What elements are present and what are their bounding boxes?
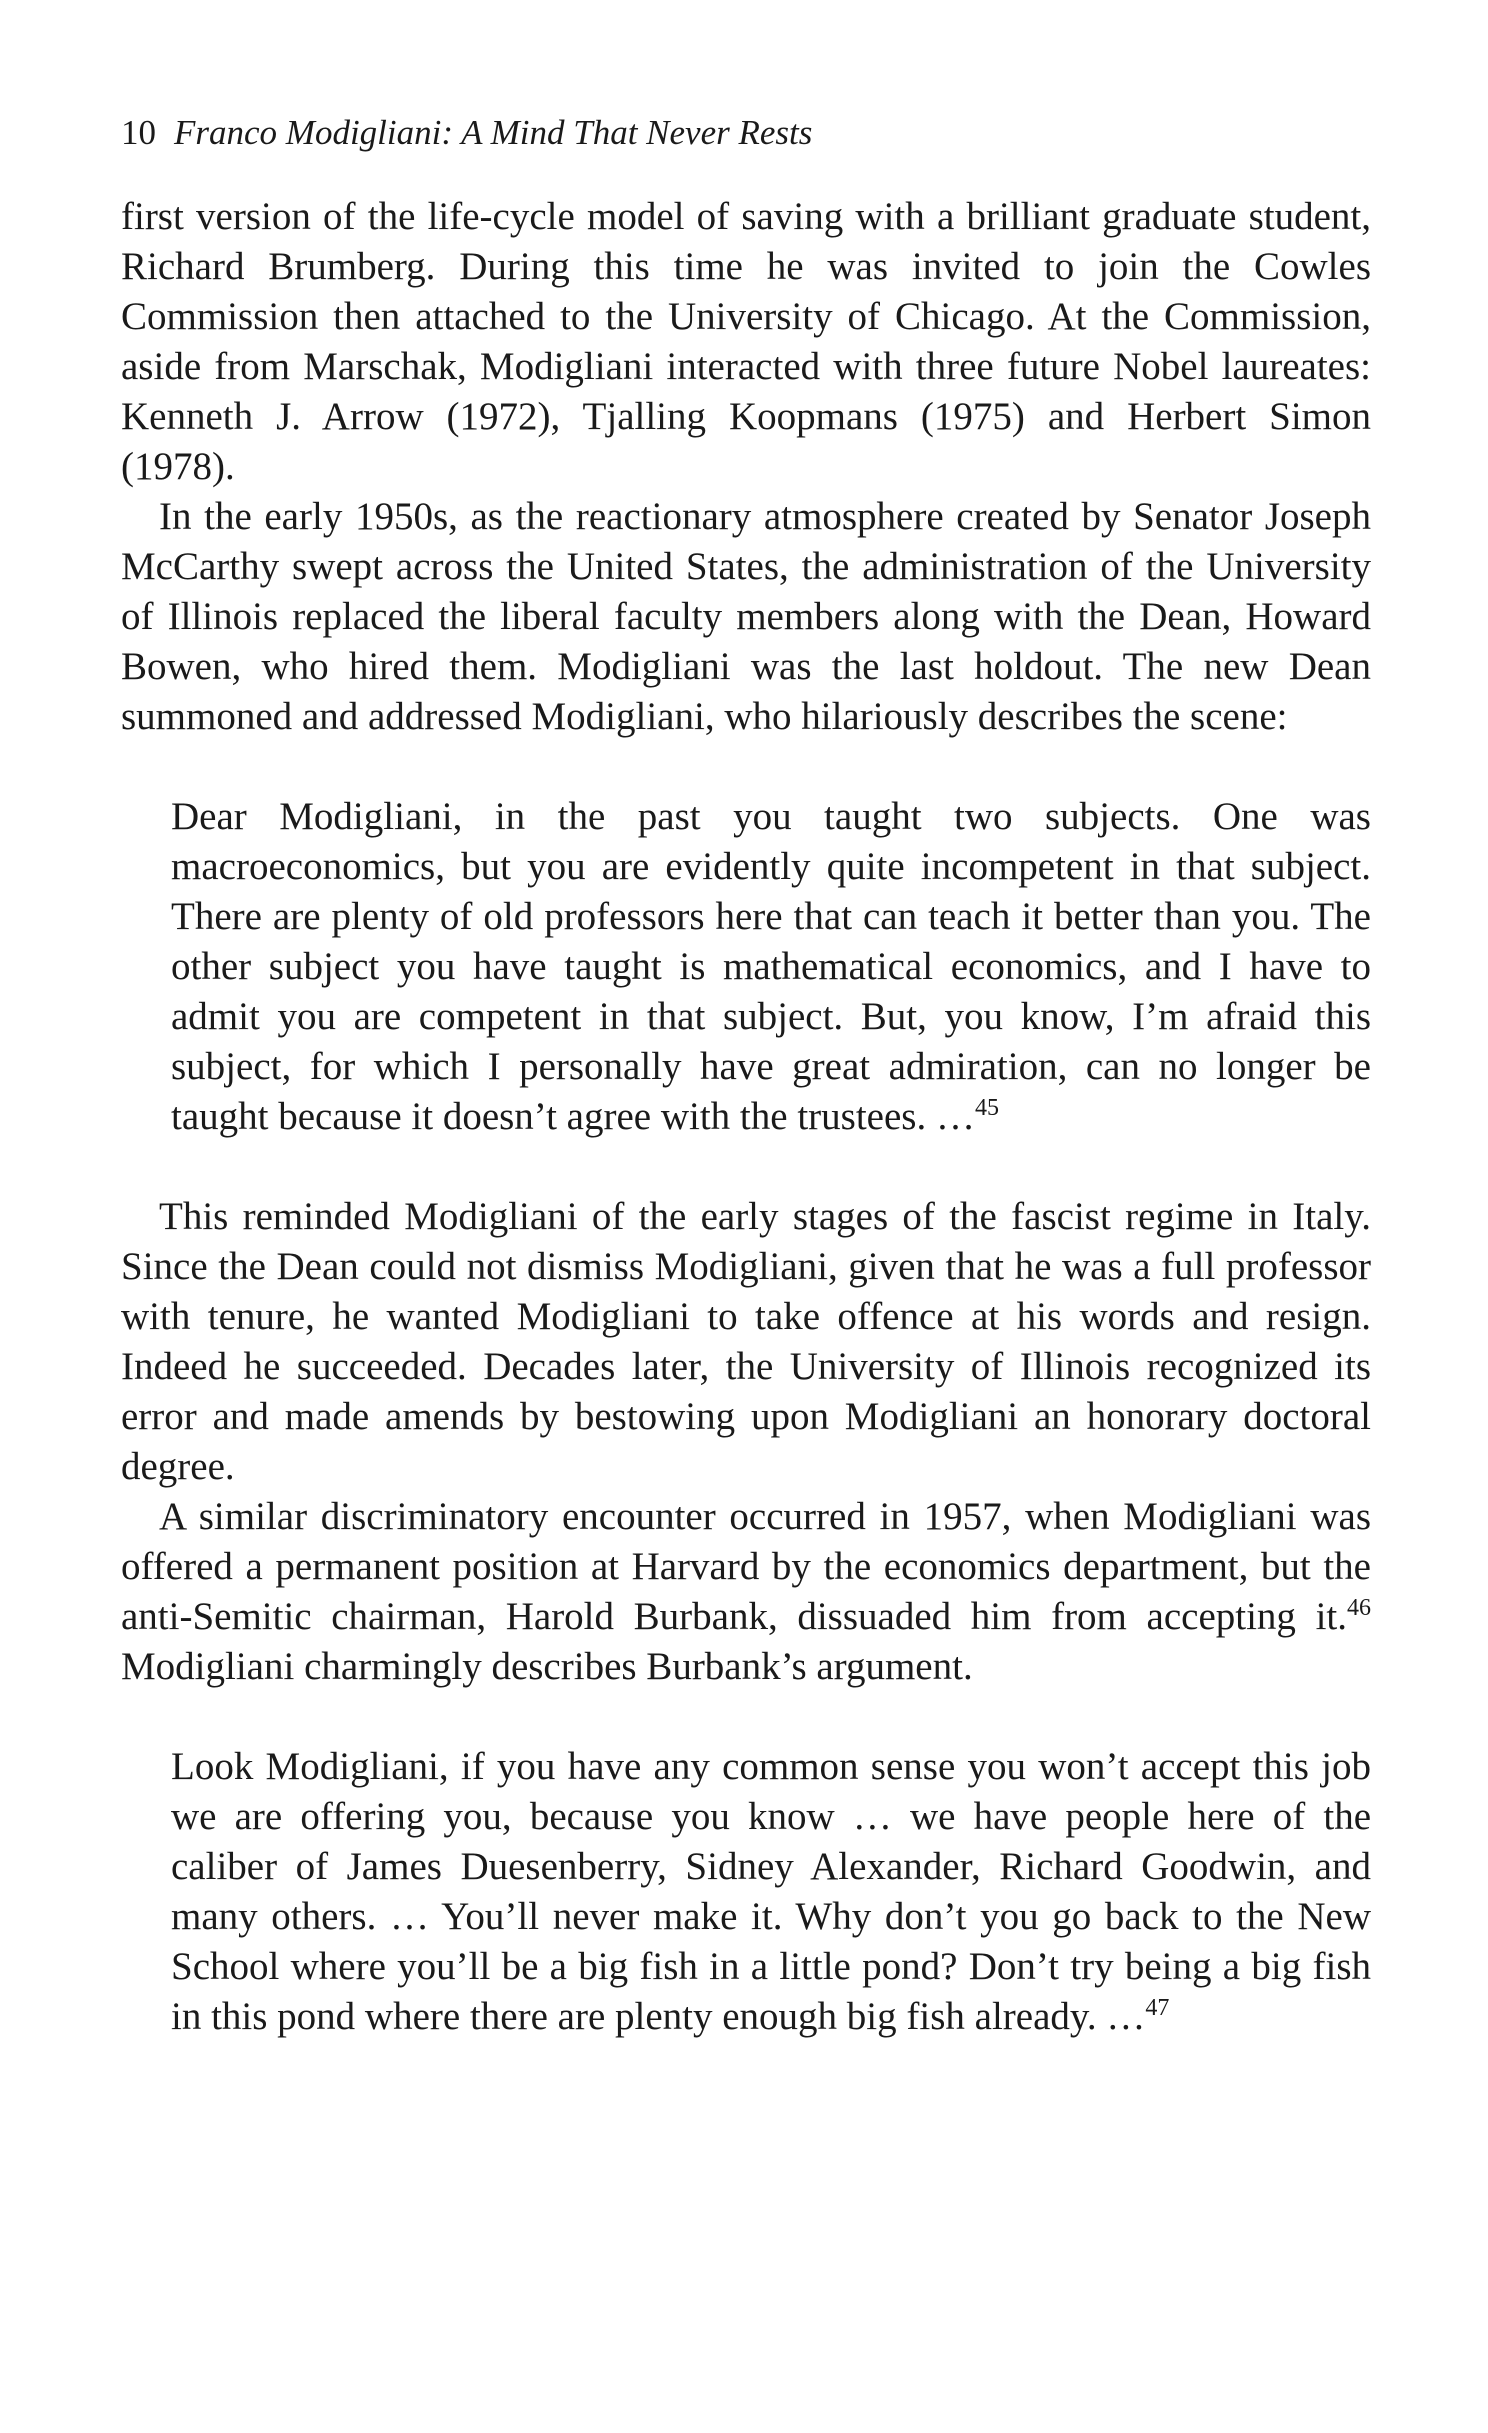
- paragraph-harvard-text: A similar discriminatory encounter occurred in 1957, when Modigliani was offered a permanent position at Harvard by the economics department, but the anti-Semitic chairman, Harold Burbank, dissuaded him from accepting it.: [121, 1495, 1371, 1638]
- book-page: [121, 108, 1371, 2092]
- quote-burbank: [171, 1742, 1371, 2042]
- paragraph-life-cycle: first version of the life-cycle model of saving with a brilliant graduate student, Richard Brumberg. During this time he was invited to join the Cowles Commission then attached to the University of Chicago. At the Commission, aside from Marschak, Modigliani interacted with three future Nobel laureates: Kenneth J. Arrow (1972), Tjalling Koopmans (1975) and Herbert Simon (1978).: [121, 195, 1371, 488]
- footnote-ref-46: 46: [1347, 1595, 1371, 1621]
- paragraph-harvard-text-cont: Modigliani charmingly describes Burbank’s argument.: [121, 1645, 973, 1688]
- footnote-ref-47: 47: [1145, 1995, 1170, 2021]
- paragraph-illinois: This reminded Modigliani of the early stages of the fascist regime in Italy. Since the Dean could not dismiss Modigliani, given that he was a full professor with tenure, he wanted Modigliani to take offence at his words and resign. Indeed he succeeded. Decades later, the University of Illinois recognized its error and made amends by bestowing upon Modigliani an honorary doctoral degree.: [121, 1195, 1371, 1488]
- footnote-ref-45: 45: [974, 1095, 999, 1121]
- quote-dean: [171, 792, 1371, 1142]
- page-number: 10: [121, 113, 156, 152]
- quote-burbank-text: Look Modigliani, if you have any common sense you won’t accept this job we are offering you, because you know … we have people here of the caliber of James Duesenberry, Sidney Alexander, Richard Goodwin, and many others. … You’ll never make it. Why don’t you go back to the New School where you’ll be a big fish in a little pond? Don’t try being a big fish in this pond where there are plenty enough big fish already. …: [171, 1745, 1371, 2038]
- paragraph-mccarthy-era: In the early 1950s, as the reactionary atmosphere created by Senator Joseph McCarthy swept across the United States, the administration of the University of Illinois replaced the liberal faculty members along with the Dean, Howard Bowen, who hired them. Modigliani was the last holdout. The new Dean summoned and addressed Modigliani, who hilariously describes the scene:: [121, 495, 1371, 738]
- paragraph-harvard: [121, 1492, 1371, 1692]
- book-title: Franco Modigliani: A Mind That Never Rests: [174, 113, 813, 152]
- quote-dean-text: Dear Modigliani, in the past you taught two subjects. One was macroeconomics, but you are evidently quite incompetent in that subject. There are plenty of old professors here that can teach it better than you. The other subject you have taught is mathematical economics, and I have to admit you are competent in that subject. But, you know, I’m afraid this subject, for which I personally have great admiration, can no longer be taught because it doesn’t agree with the trustees. …: [171, 795, 1371, 1138]
- running-head: [121, 108, 1371, 158]
